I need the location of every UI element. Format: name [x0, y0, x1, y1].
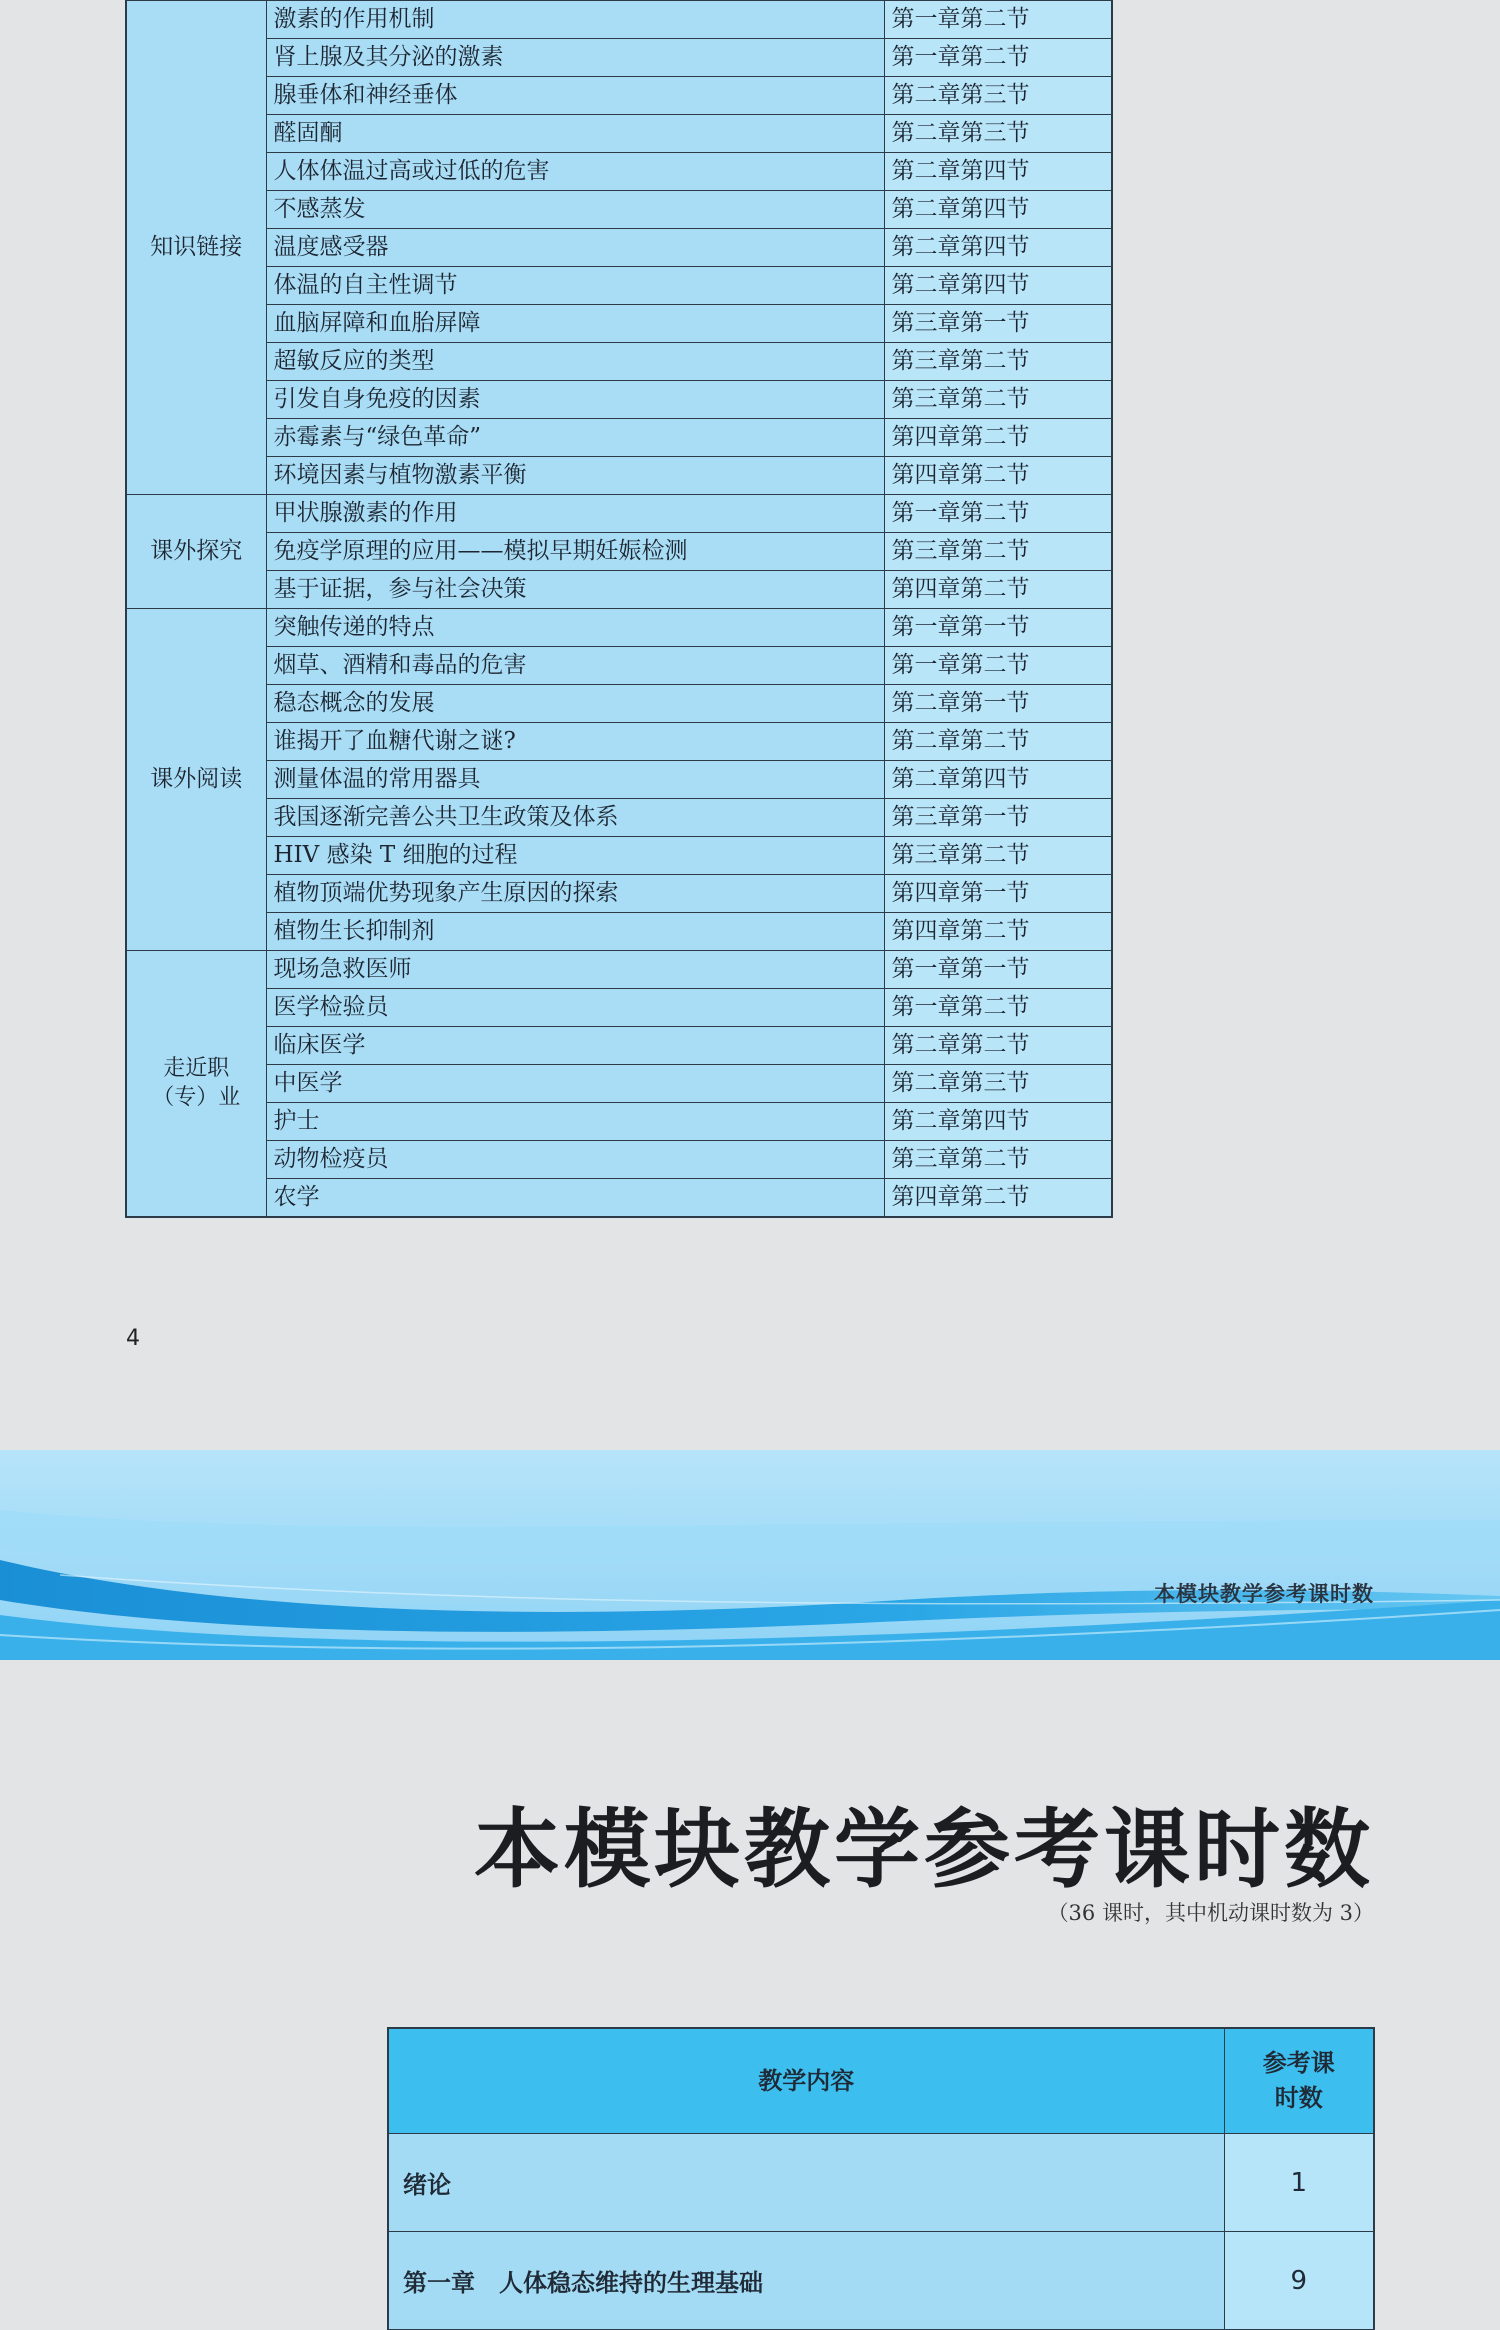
topic-index-body [126, 1, 1112, 1218]
page-number: 4 [126, 1326, 140, 1351]
chapter-cell: 第二章第三节 [884, 115, 1112, 153]
content-cell: 第一章 人体稳态维持的生理基础 [388, 2232, 1224, 2330]
section-banner [0, 1450, 1500, 1660]
item-cell: 医学检验员 [266, 989, 884, 1027]
item-cell: 测量体温的常用器具 [266, 761, 884, 799]
table-row [388, 2134, 1374, 2232]
item-cell: 人体体温过高或过低的危害 [266, 153, 884, 191]
item-cell: 醛固酮 [266, 115, 884, 153]
chapter-cell: 第三章第一节 [884, 305, 1112, 343]
category-cell: 课外探究 [126, 495, 266, 609]
chapter-cell: 第三章第二节 [884, 343, 1112, 381]
table-row [126, 685, 1112, 723]
chapter-cell: 第二章第四节 [884, 191, 1112, 229]
category-cell: 知识链接 [126, 1, 266, 495]
teaching-hours-body [388, 2134, 1374, 2330]
table-row [126, 837, 1112, 875]
chapter-cell: 第三章第二节 [884, 837, 1112, 875]
item-cell: 不感蒸发 [266, 191, 884, 229]
item-cell: HIV 感染 T 细胞的过程 [266, 837, 884, 875]
category-cell: 走近职（专）业 [126, 951, 266, 1218]
table-row [126, 761, 1112, 799]
item-cell: 农学 [266, 1179, 884, 1218]
banner-wave-graphic [0, 1450, 1500, 1660]
table-row [126, 609, 1112, 647]
chapter-cell: 第四章第一节 [884, 875, 1112, 913]
item-cell: 临床医学 [266, 1027, 884, 1065]
table-row [126, 533, 1112, 571]
table-header-row [388, 2028, 1374, 2134]
table-row [126, 77, 1112, 115]
item-cell: 护士 [266, 1103, 884, 1141]
header-reference-hours-label: 参考课时数 [1262, 2049, 1335, 2112]
table-row [126, 191, 1112, 229]
table-row [126, 229, 1112, 267]
item-cell: 引发自身免疫的因素 [266, 381, 884, 419]
table-row [126, 1179, 1112, 1218]
item-cell: 腺垂体和神经垂体 [266, 77, 884, 115]
table-row [126, 1, 1112, 39]
hours-cell: 1 [1224, 2134, 1374, 2232]
table-row [126, 1141, 1112, 1179]
chapter-cell: 第二章第一节 [884, 685, 1112, 723]
chapter-cell: 第四章第二节 [884, 419, 1112, 457]
chapter-cell: 第一章第一节 [884, 951, 1112, 989]
table-row [126, 381, 1112, 419]
category-cell: 课外阅读 [126, 609, 266, 951]
chapter-cell: 第四章第二节 [884, 571, 1112, 609]
chapter-cell: 第四章第二节 [884, 913, 1112, 951]
chapter-cell: 第三章第二节 [884, 1141, 1112, 1179]
table-row [126, 989, 1112, 1027]
table-row [126, 1103, 1112, 1141]
table-row [388, 2232, 1374, 2330]
table-row [126, 951, 1112, 989]
chapter-cell: 第二章第四节 [884, 1103, 1112, 1141]
table-row [126, 913, 1112, 951]
header-teaching-content: 教学内容 [388, 2028, 1224, 2134]
chapter-cell: 第四章第二节 [884, 457, 1112, 495]
item-cell: 中医学 [266, 1065, 884, 1103]
item-cell: 现场急救医师 [266, 951, 884, 989]
chapter-cell: 第四章第二节 [884, 1179, 1112, 1218]
chapter-cell: 第二章第四节 [884, 229, 1112, 267]
item-cell: 植物顶端优势现象产生原因的探索 [266, 875, 884, 913]
chapter-cell: 第二章第二节 [884, 1027, 1112, 1065]
table-row [126, 153, 1112, 191]
chapter-cell: 第一章第一节 [884, 609, 1112, 647]
item-cell: 基于证据，参与社会决策 [266, 571, 884, 609]
table-row [126, 495, 1112, 533]
banner-label: 本模块教学参考课时数 [1154, 1582, 1374, 1606]
chapter-cell: 第二章第四节 [884, 153, 1112, 191]
topic-index-table [125, 0, 1113, 1218]
table-row [126, 723, 1112, 761]
table-row [126, 267, 1112, 305]
item-cell: 突触传递的特点 [266, 609, 884, 647]
table-row [126, 115, 1112, 153]
chapter-cell: 第二章第四节 [884, 267, 1112, 305]
item-cell: 肾上腺及其分泌的激素 [266, 39, 884, 77]
chapter-cell: 第一章第二节 [884, 647, 1112, 685]
page-subtitle: （36 课时，其中机动课时数为 3） [1047, 1901, 1374, 1925]
chapter-cell: 第二章第四节 [884, 761, 1112, 799]
chapter-cell: 第一章第二节 [884, 1, 1112, 39]
teaching-hours-table [387, 2027, 1375, 2330]
item-cell: 超敏反应的类型 [266, 343, 884, 381]
header-reference-hours [1224, 2028, 1374, 2134]
chapter-cell: 第三章第二节 [884, 381, 1112, 419]
chapter-cell: 第一章第二节 [884, 495, 1112, 533]
table-row [126, 305, 1112, 343]
chapter-cell: 第二章第三节 [884, 1065, 1112, 1103]
table-row [126, 39, 1112, 77]
table-row [126, 457, 1112, 495]
table-row [126, 571, 1112, 609]
chapter-cell: 第二章第三节 [884, 77, 1112, 115]
chapter-cell: 第三章第二节 [884, 533, 1112, 571]
chapter-cell: 第一章第二节 [884, 39, 1112, 77]
item-cell: 环境因素与植物激素平衡 [266, 457, 884, 495]
chapter-cell: 第三章第一节 [884, 799, 1112, 837]
item-cell: 赤霉素与“绿色革命” [266, 419, 884, 457]
table-row [126, 647, 1112, 685]
item-cell: 体温的自主性调节 [266, 267, 884, 305]
table-row [126, 419, 1112, 457]
item-cell: 我国逐渐完善公共卫生政策及体系 [266, 799, 884, 837]
table-row [126, 875, 1112, 913]
item-cell: 血脑屏障和血胎屏障 [266, 305, 884, 343]
item-cell: 烟草、酒精和毒品的危害 [266, 647, 884, 685]
item-cell: 稳态概念的发展 [266, 685, 884, 723]
item-cell: 动物检疫员 [266, 1141, 884, 1179]
page-title: 本模块教学参考课时数 [474, 1799, 1374, 1900]
item-cell: 温度感受器 [266, 229, 884, 267]
item-cell: 谁揭开了血糖代谢之谜? [266, 723, 884, 761]
hours-cell: 9 [1224, 2232, 1374, 2330]
item-cell: 植物生长抑制剂 [266, 913, 884, 951]
table-row [126, 343, 1112, 381]
table-row [126, 1027, 1112, 1065]
table-row [126, 1065, 1112, 1103]
table-row [126, 799, 1112, 837]
item-cell: 甲状腺激素的作用 [266, 495, 884, 533]
item-cell: 激素的作用机制 [266, 1, 884, 39]
chapter-cell: 第二章第二节 [884, 723, 1112, 761]
item-cell: 免疫学原理的应用——模拟早期妊娠检测 [266, 533, 884, 571]
content-cell: 绪论 [388, 2134, 1224, 2232]
chapter-cell: 第一章第二节 [884, 989, 1112, 1027]
